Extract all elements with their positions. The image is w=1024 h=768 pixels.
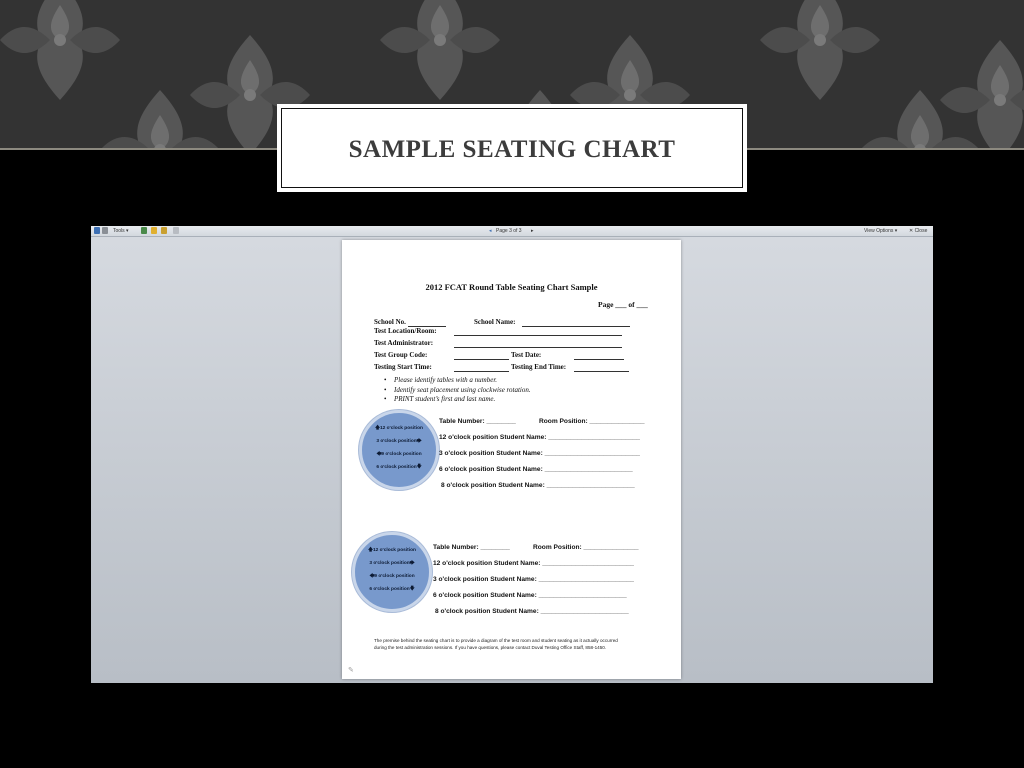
- testing-start-time-line: [454, 371, 509, 372]
- student-name-field: 3 o'clock position Student Name: __________________________: [439, 450, 640, 457]
- instruction-item: • Please identify tables with a number.: [384, 376, 531, 386]
- test-date-label: Test Date:: [511, 351, 542, 359]
- test-date-line: [574, 359, 624, 360]
- school-name-label: School Name:: [474, 318, 516, 326]
- footnote-line-2: during the test administration sessions. If you have questions, please contact Duval Testing Office Staff, 858-1450.: [374, 645, 607, 650]
- student-name-field: 8 o'clock position Student Name: ________________________: [435, 608, 629, 615]
- footnote: [374, 637, 654, 651]
- folder-icon[interactable]: [161, 227, 167, 234]
- position-12-label: 🡅12 o'clock position: [375, 426, 423, 431]
- position-3-label: 3 o'clock position🡆: [376, 439, 422, 444]
- test-administrator-line: [454, 347, 622, 348]
- table-number-field: Table Number: ________: [433, 544, 510, 551]
- instruction-item: • PRINT student’s first and last name.: [384, 395, 531, 405]
- page-of-field: Page ___ of ___: [598, 300, 648, 309]
- position-12-label: 🡅12 o'clock position: [368, 548, 416, 553]
- round-table-diagram-2: [352, 532, 432, 612]
- student-name-field: 6 o'clock position Student Name: ________________________: [433, 592, 627, 599]
- room-position-field: Room Position: _______________: [539, 418, 645, 425]
- slide-title: SAMPLE SEATING CHART: [348, 136, 676, 163]
- instructions-list: [384, 376, 531, 405]
- testing-start-time-label: Testing Start Time:: [374, 363, 432, 371]
- footnote-line-1: The premise behind the seating chart is to provide a diagram of the test room and student seating as it actually occurred: [374, 638, 618, 643]
- document-page: [342, 240, 681, 679]
- print-icon[interactable]: [102, 227, 108, 234]
- round-table-diagram-1: [359, 410, 439, 490]
- prev-page-icon[interactable]: ◂: [489, 228, 492, 234]
- position-9-label: 🡄9 o'clock position: [376, 452, 422, 457]
- test-location-label: Test Location/Room:: [374, 327, 437, 335]
- tools-menu[interactable]: Tools ▾: [113, 228, 129, 234]
- position-3-label: 3 o'clock position🡆: [369, 561, 415, 566]
- document-viewer: [91, 226, 933, 683]
- comment-icon[interactable]: [151, 227, 157, 234]
- viewer-toolbar: [91, 226, 933, 237]
- page-corner-icon: ✎: [348, 666, 354, 674]
- student-name-field: 6 o'clock position Student Name: ________________________: [439, 466, 633, 473]
- undo-icon[interactable]: [173, 227, 179, 234]
- test-location-line: [454, 335, 622, 336]
- test-group-code-line: [454, 359, 509, 360]
- school-name-line: [522, 326, 630, 327]
- room-position-field: Room Position: _______________: [533, 544, 639, 551]
- highlight-icon[interactable]: [141, 227, 147, 234]
- position-6-label: 6 o'clock position🡇: [369, 587, 415, 592]
- next-page-icon[interactable]: ▸: [531, 228, 534, 234]
- testing-end-time-label: Testing End Time:: [511, 363, 567, 371]
- position-6-label: 6 o'clock position🡇: [376, 465, 422, 470]
- testing-end-time-line: [574, 371, 629, 372]
- instruction-item: • Identify seat placement using clockwise rotation.: [384, 386, 531, 396]
- save-icon[interactable]: [94, 227, 100, 234]
- close-button[interactable]: ✕ Close: [909, 228, 928, 234]
- view-options-menu[interactable]: View Options ▾: [864, 228, 898, 234]
- table-number-field: Table Number: ________: [439, 418, 516, 425]
- student-name-field: 3 o'clock position Student Name: __________________________: [433, 576, 634, 583]
- position-9-label: 🡄9 o'clock position: [369, 574, 415, 579]
- student-name-field: 8 o'clock position Student Name: ________________________: [441, 482, 635, 489]
- student-name-field: 12 o'clock position Student Name: _________________________: [433, 560, 634, 567]
- student-name-field: 12 o'clock position Student Name: _________________________: [439, 434, 640, 441]
- document-title: 2012 FCAT Round Table Seating Chart Sample: [425, 282, 598, 292]
- test-administrator-label: Test Administrator:: [374, 339, 434, 347]
- page-nav[interactable]: Page 3 of 3: [496, 228, 522, 234]
- school-no-label: School No.: [374, 318, 406, 326]
- title-box: [277, 104, 747, 192]
- test-group-code-label: Test Group Code:: [374, 351, 428, 359]
